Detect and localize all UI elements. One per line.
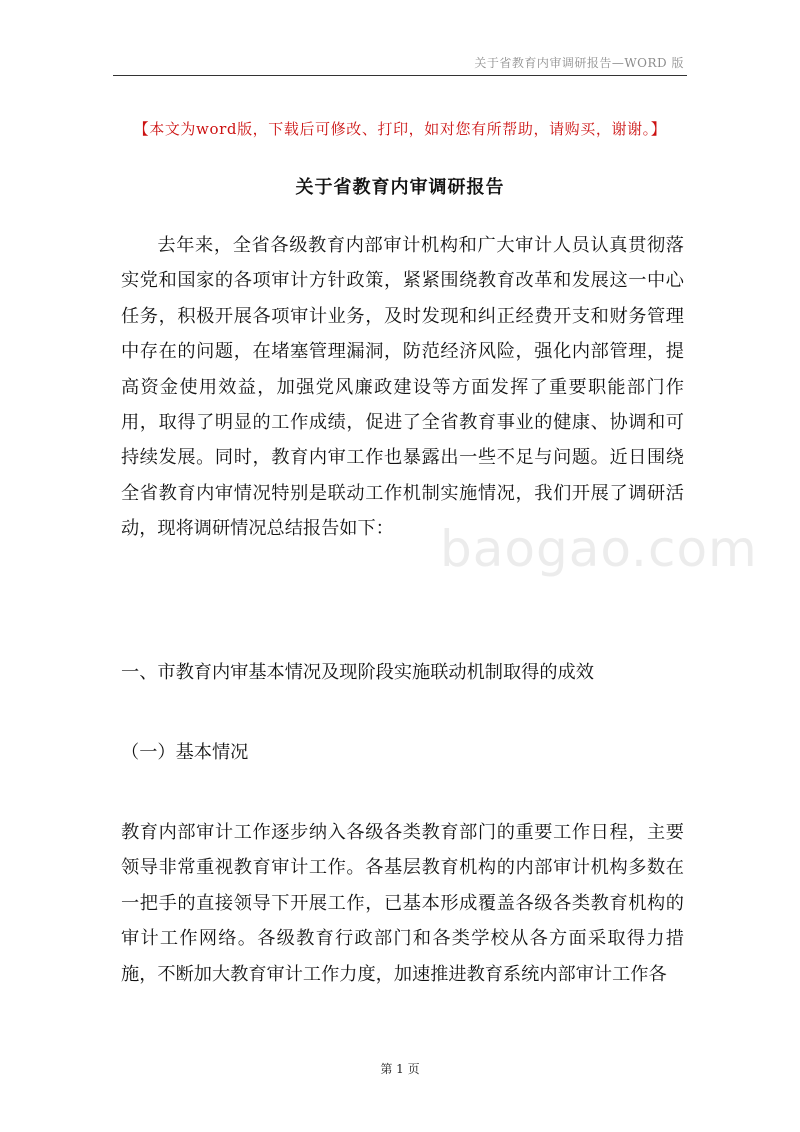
running-header: 关于省教育内审调研报告—WORD 版 xyxy=(474,56,684,70)
section-heading: 一、市教育内审基本情况及现阶段实施联动机制取得的成效 xyxy=(121,662,594,683)
header-divider xyxy=(113,75,687,76)
page-number: 第 1 页 xyxy=(380,1062,420,1076)
document-title: 关于省教育内审调研报告 xyxy=(295,177,505,198)
download-notice: 【本文为word版，下载后可修改、打印，如对您有所帮助，请购买，谢谢。】 xyxy=(133,120,667,138)
subsection-heading: （一）基本情况 xyxy=(121,742,249,763)
intro-paragraph: 去年来，全省各级教育内部审计机构和广大审计人员认真贯彻落实党和国家的各项审计方针政策，紧紧围绕教育改革和发展这一中心任务，积极开展各项审计业务，及时发现和纠正经费开支和财务管理中存在的问题，在堵塞管理漏洞，防范经济风险，强化内部管理，提高资金使用效益，加强党风廉政建设等方面发挥了重要职能部门作用，取得了明显的工作成绩，促进了全省教育事业的健康、协调和可持续发展。同时，教育内审工作也暴露出一些不足与问题。近日围绕全省教育内审情况特别是联动工作机制实施情况，我们开展了调研活动，现将调研情况总结报告如下： xyxy=(121,235,684,540)
watermark-text: baogao.com xyxy=(440,520,758,578)
body-paragraph: 教育内部审计工作逐步纳入各级各类教育部门的重要工作日程，主要领导非常重视教育审计工作。各基层教育机构的内部审计机构多数在一把手的直接领导下开展工作，已基本形成覆盖各级各类教育机构的审计工作网络。各级教育行政部门和各类学校从各方面采取得力措施，不断加大教育审计工作力度，加速推进教育系统内部审计工作各 xyxy=(121,822,684,985)
